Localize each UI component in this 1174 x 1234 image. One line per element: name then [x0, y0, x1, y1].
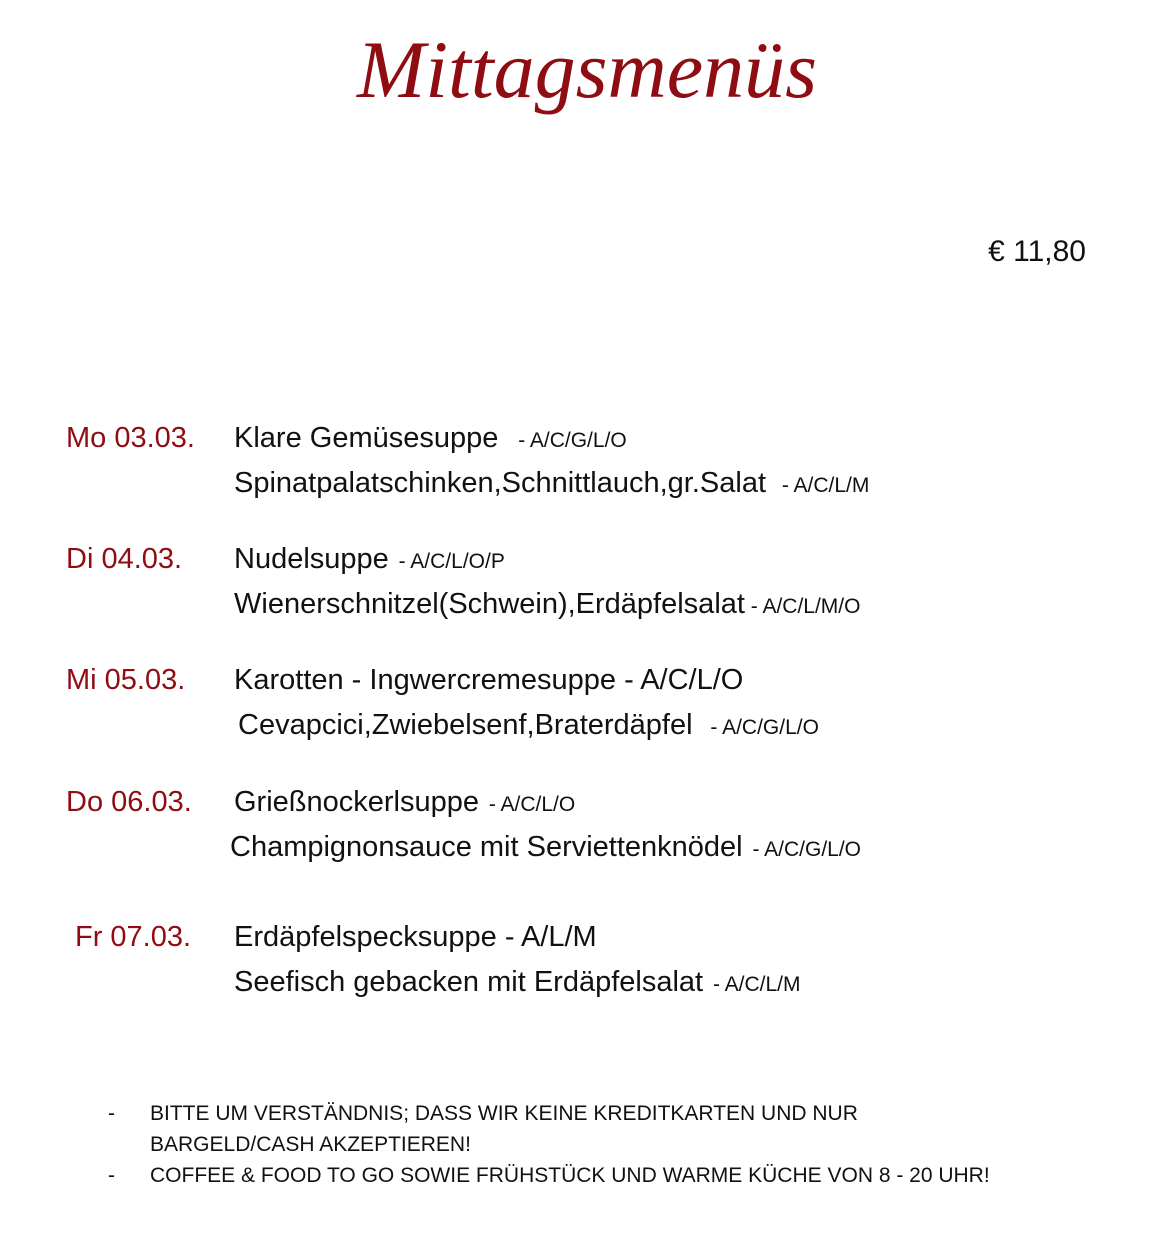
soup-name: Grießnockerlsuppe — [234, 786, 479, 818]
day-entry-wednesday — [0, 663, 1174, 763]
day-entry-thursday — [0, 785, 1174, 885]
main-course-name: Cevapcici,Zwiebelsenf,Braterdäpfel — [238, 709, 693, 741]
soup-allergens: - A/C/L/O — [616, 664, 744, 696]
soup-allergens: - A/C/G/L/O — [512, 429, 627, 452]
note-payment — [104, 1098, 1104, 1160]
soup-allergens: - A/L/M — [496, 921, 597, 953]
soup — [234, 421, 627, 458]
main-course-allergens: - A/C/L/M — [776, 474, 870, 497]
menu-price: € 11,80 — [988, 235, 1086, 268]
note-opening-hours — [104, 1160, 1104, 1191]
main-course — [230, 830, 861, 867]
soup — [234, 920, 597, 954]
page-title: Mittagsmenüs — [356, 24, 818, 115]
main-course — [234, 587, 860, 624]
soup-name: Erdäpfelspecksuppe — [234, 921, 497, 953]
soup — [234, 663, 743, 697]
main-course-name: Seefisch gebacken mit Erdäpfelsalat — [234, 966, 704, 998]
main-course-allergens: - A/C/G/L/O — [704, 716, 819, 739]
day-entry-tuesday — [0, 542, 1174, 642]
main-course-name: Spinatpalatschinken,Schnittlauch,gr.Salat — [234, 467, 767, 499]
notes-list — [104, 1098, 1104, 1191]
soup-name: Klare Gemüsesuppe — [234, 422, 499, 454]
soup-allergens: - A/C/L/O — [483, 793, 576, 816]
note-line: BARGELD/CASH AKZEPTIEREN! — [150, 1133, 471, 1156]
day-label: Mo 03.03. — [66, 422, 195, 454]
soup — [234, 785, 575, 822]
note-line: COFFEE & FOOD TO GO SOWIE FRÜHSTÜCK UND WARME KÜCHE VON 8 - 20 UHR! — [150, 1164, 990, 1187]
soup-allergens: - A/C/L/O/P — [392, 550, 505, 573]
soup-name: Nudelsuppe — [234, 543, 389, 575]
main-course-allergens: - A/C/G/L/O — [746, 838, 862, 861]
main-course-name: Wienerschnitzel(Schwein),Erdäpfelsalat — [234, 588, 745, 620]
main-course-name: Champignonsauce mit Serviettenknödel — [230, 831, 743, 863]
day-entry-monday — [0, 421, 1174, 521]
main-course — [238, 708, 819, 745]
main-course — [234, 965, 800, 1002]
day-label: Mi 05.03. — [66, 664, 186, 696]
bullet-dash: - — [108, 1164, 115, 1187]
day-label: Di 04.03. — [66, 543, 183, 575]
soup — [234, 542, 505, 579]
bullet-dash: - — [108, 1102, 115, 1125]
day-label: Do 06.03. — [66, 786, 192, 818]
note-line: BITTE UM VERSTÄNDNIS; DASS WIR KEINE KREDITKARTEN UND NUR — [150, 1102, 858, 1125]
day-label: Fr 07.03. — [75, 921, 192, 953]
day-entry-friday — [0, 920, 1174, 1020]
main-course — [234, 466, 869, 503]
main-course-allergens: - A/C/L/M — [707, 973, 801, 996]
main-course-allergens: - A/C/L/M/O — [744, 595, 861, 618]
soup-name: Karotten - Ingwercremesuppe — [234, 664, 617, 696]
